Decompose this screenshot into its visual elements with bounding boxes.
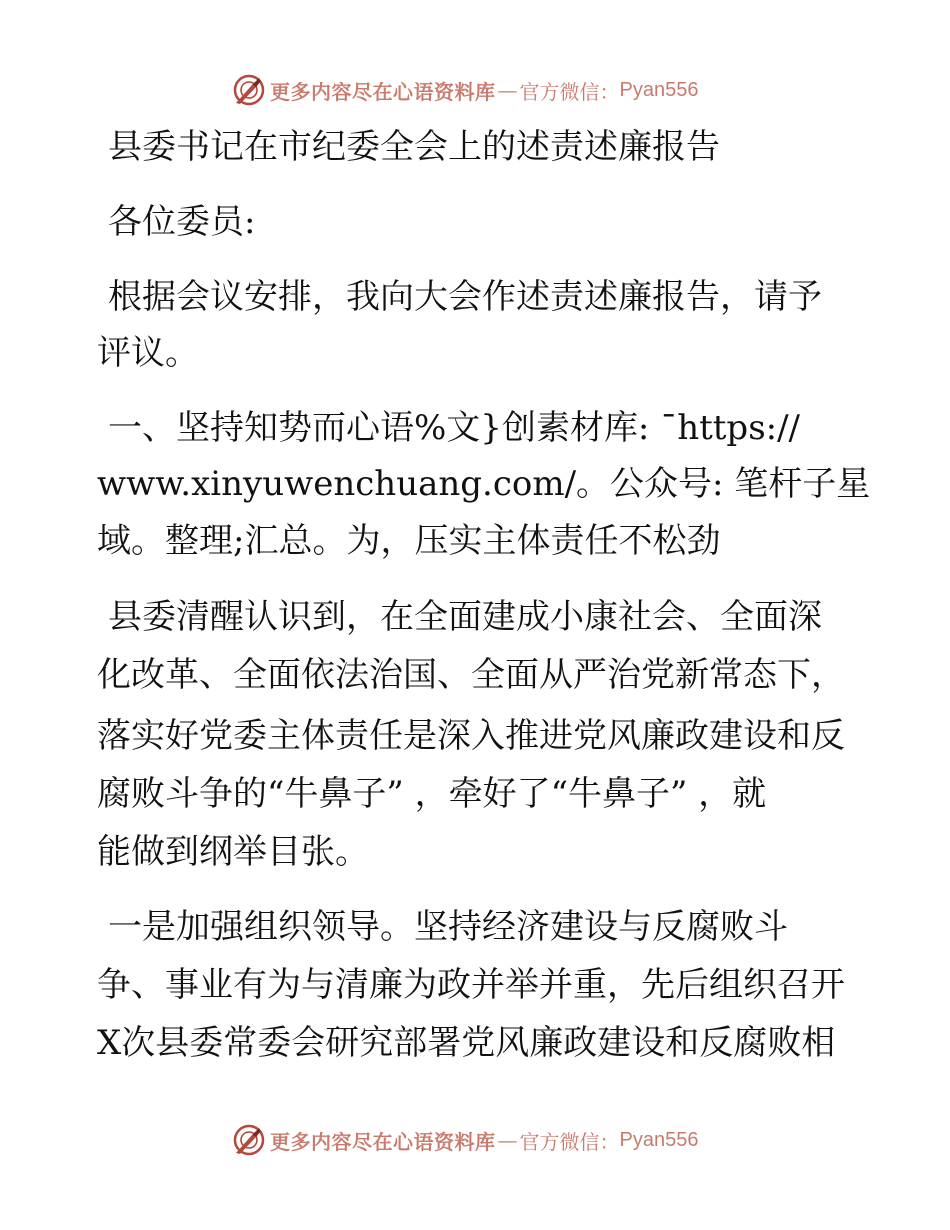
pen-logo-icon bbox=[232, 73, 266, 107]
section1-heading-line-1: 一、坚持知势而心语%文}创素材库: ¯https:// bbox=[108, 408, 801, 448]
watermark-dash: — bbox=[497, 78, 518, 102]
watermark-dash: — bbox=[497, 1128, 518, 1152]
intro-line-1: 根据会议安排，我向大会作述责述廉报告，请予 bbox=[108, 277, 822, 317]
paragraph2-line-3: X次县委常委会研究部署党风廉政建设和反腐败相 bbox=[97, 1023, 836, 1063]
watermark-wechat-id: Pyan556 bbox=[619, 78, 699, 101]
watermark-title: 更多内容尽在心语资料库 bbox=[270, 79, 496, 104]
intro-line-2: 评议。 bbox=[97, 333, 199, 373]
paragraph1-line-2: 化改革、全面依法治国、全面从严治党新常态下， bbox=[97, 655, 845, 695]
watermark-footer bbox=[232, 1120, 698, 1160]
paragraph1-line-5: 能做到纲举目张。 bbox=[97, 832, 369, 872]
paragraph2-line-2: 争、事业有为与清廉为政并举并重，先后组织召开 bbox=[97, 965, 845, 1005]
pen-logo-icon bbox=[232, 1123, 266, 1157]
section1-heading-line-3: 域。整理;汇总。为，压实主体责任不松劲 bbox=[97, 521, 721, 561]
watermark-wechat-id: Pyan556 bbox=[619, 1128, 699, 1151]
watermark-title: 更多内容尽在心语资料库 bbox=[270, 1129, 496, 1154]
paragraph1-line-3: 落实好党委主体责任是深入推进党风廉政建设和反 bbox=[97, 716, 845, 756]
watermark-official-label: 官方微信： bbox=[519, 1129, 620, 1154]
paragraph2-line-1: 一是加强组织领导。坚持经济建设与反腐败斗 bbox=[108, 907, 788, 947]
watermark-header bbox=[232, 70, 698, 110]
paragraph1-line-1: 县委清醒认识到，在全面建成小康社会、全面深 bbox=[108, 597, 822, 637]
section1-heading-line-2: www.xinyuwenchuang.com/。公众号: 笔杆子星 bbox=[97, 464, 871, 504]
salutation: 各位委员: bbox=[108, 202, 256, 242]
watermark-official-label: 官方微信： bbox=[519, 79, 620, 104]
paragraph1-line-4: 腐败斗争的“牛鼻子” ，牵好了“牛鼻子” ，就 bbox=[97, 774, 767, 814]
document-title: 县委书记在市纪委全会上的述责述廉报告 bbox=[108, 127, 720, 167]
